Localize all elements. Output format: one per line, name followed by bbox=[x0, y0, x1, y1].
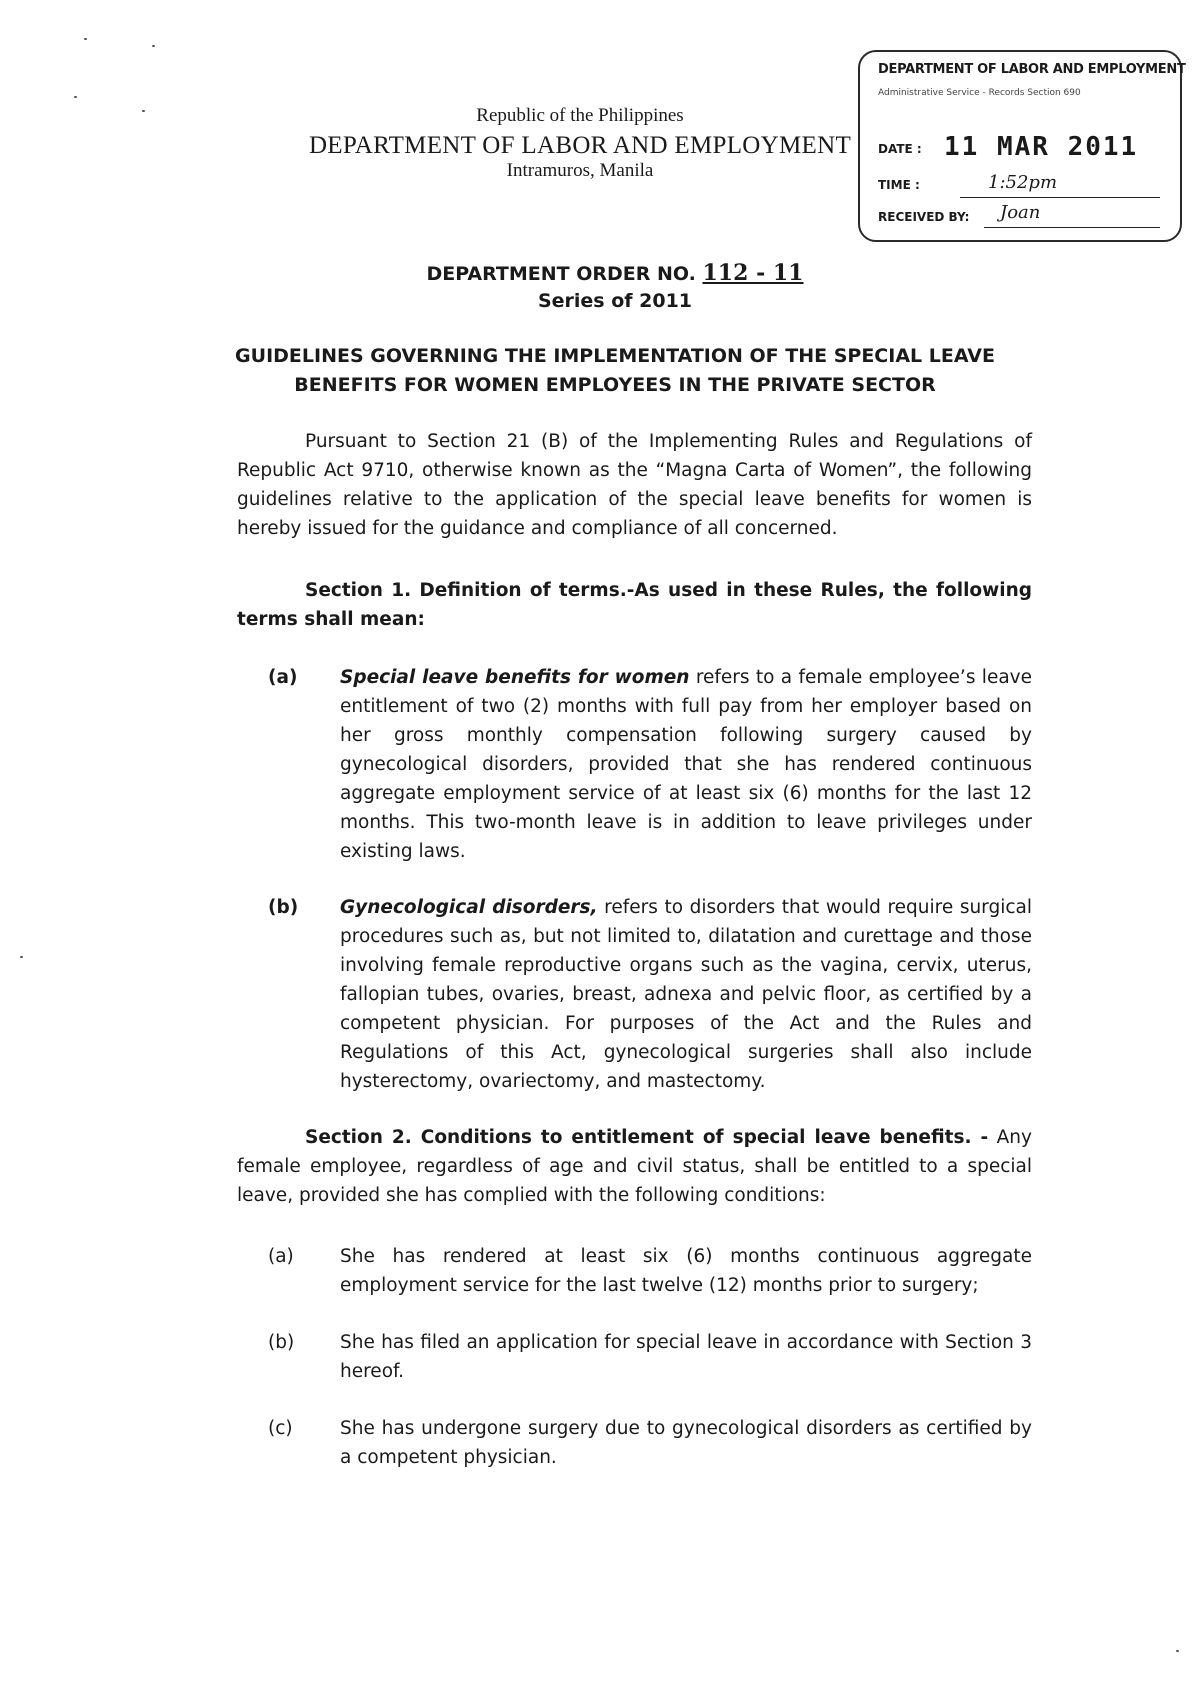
title-line-2: BENEFITS FOR WOMEN EMPLOYEES IN THE PRIVATE SECTOR bbox=[294, 374, 936, 396]
section-2-paragraph bbox=[237, 1123, 1032, 1210]
order-number: 112 - 11 bbox=[702, 260, 804, 286]
section-1-item-b bbox=[340, 893, 1032, 1096]
section-2-item-a-label: (a) bbox=[268, 1246, 294, 1267]
section-2-item-b-label: (b) bbox=[268, 1332, 295, 1353]
header-republic: Republic of the Philippines bbox=[476, 105, 684, 126]
stamp-received-underline bbox=[984, 227, 1160, 228]
stamp-time-underline bbox=[960, 197, 1160, 198]
header-department: DEPARTMENT OF LABOR AND EMPLOYMENT bbox=[308, 132, 852, 159]
stamp-received-value: Joan bbox=[1000, 202, 1041, 223]
stamp-date-value: 11 MAR 2011 bbox=[944, 132, 1139, 162]
term-gynecological: Gynecological disorders, bbox=[340, 897, 598, 918]
scan-speck bbox=[20, 956, 23, 958]
order-series: Series of 2011 bbox=[537, 290, 693, 312]
scan-speck bbox=[84, 38, 87, 40]
term-special-leave: Special leave benefits for women bbox=[340, 667, 690, 688]
section-2-heading: Section 2. Conditions to entitlement of special leave benefits. - bbox=[305, 1127, 989, 1148]
stamp-date-label: DATE : bbox=[878, 142, 922, 156]
received-stamp bbox=[858, 50, 1186, 242]
stamp-time-value: 1:52pm bbox=[988, 172, 1058, 193]
scan-speck bbox=[152, 45, 155, 47]
scan-speck bbox=[74, 96, 77, 98]
section-2-item-a: She has rendered at least six (6) months continuous aggregate employment service for the last twelve (12) months prior to surgery; bbox=[340, 1246, 1032, 1296]
section-2-text: Any female employee, regardless of age and civil status, shall be entitled to a special leave, provided she has complied with the following conditions: bbox=[237, 1127, 1032, 1206]
scan-speck bbox=[1176, 1650, 1179, 1652]
section-1-item-a-label: (a) bbox=[268, 667, 298, 688]
title-line-1: GUIDELINES GOVERNING THE IMPLEMENTATION OF THE SPECIAL LEAVE bbox=[235, 345, 995, 367]
order-number-line bbox=[200, 260, 1030, 286]
stamp-office: DEPARTMENT OF LABOR AND EMPLOYMENT bbox=[878, 62, 1186, 77]
section-2-item-c-label: (c) bbox=[268, 1418, 293, 1439]
intro-paragraph: Pursuant to Section 21 (B) of the Implementing Rules and Regulations of Republic Act 9710, otherwise known as the “Magna Carta of Women”, the following guidelines relative to the application of the special leave benefits for women is hereby issued for the guidance and compliance of all concerned. bbox=[237, 431, 1032, 539]
definition-gynecological: refers to disorders that would require surgical procedures such as, but not limited to, dilatation and curettage and those involving female reproductive organs such as the vagina, cervix, uterus, fallopian tubes, ovaries, breast, adnexa and pelvic floor, as certified by a competent physician. For purposes of the Act and the Rules and Regulations of this Act, gynecological surgeries shall also include hysterectomy, ovariectomy, and mastectomy. bbox=[340, 897, 1032, 1092]
definition-special-leave: refers to a female employee’s leave entitlement of two (2) months with full pay from her employer based on her gross monthly compensation following surgery caused by gynecological disorders, provided that she has rendered continuous aggregate employment service of at least six (6) months for the last 12 months. This two-month leave is in addition to leave privileges under existing laws. bbox=[340, 667, 1032, 862]
order-prefix: DEPARTMENT ORDER NO. bbox=[426, 263, 696, 285]
section-1-item-b-label: (b) bbox=[268, 897, 299, 918]
stamp-time-label: TIME : bbox=[878, 178, 920, 192]
stamp-received-label: RECEIVED BY: bbox=[878, 210, 970, 224]
stamp-section: Administrative Service - Records Section 690 bbox=[878, 88, 1081, 98]
section-1-heading: Section 1. Definition of terms.-As used in these Rules, the following terms shall mean: bbox=[237, 580, 1032, 630]
section-1-item-a bbox=[340, 663, 1032, 866]
section-2-item-c: She has undergone surgery due to gynecological disorders as certified by a competent physician. bbox=[340, 1418, 1032, 1468]
scan-speck bbox=[142, 110, 145, 112]
section-2-item-b: She has filed an application for special leave in accordance with Section 3 hereof. bbox=[340, 1332, 1032, 1382]
header-location: Intramuros, Manila bbox=[506, 160, 654, 181]
